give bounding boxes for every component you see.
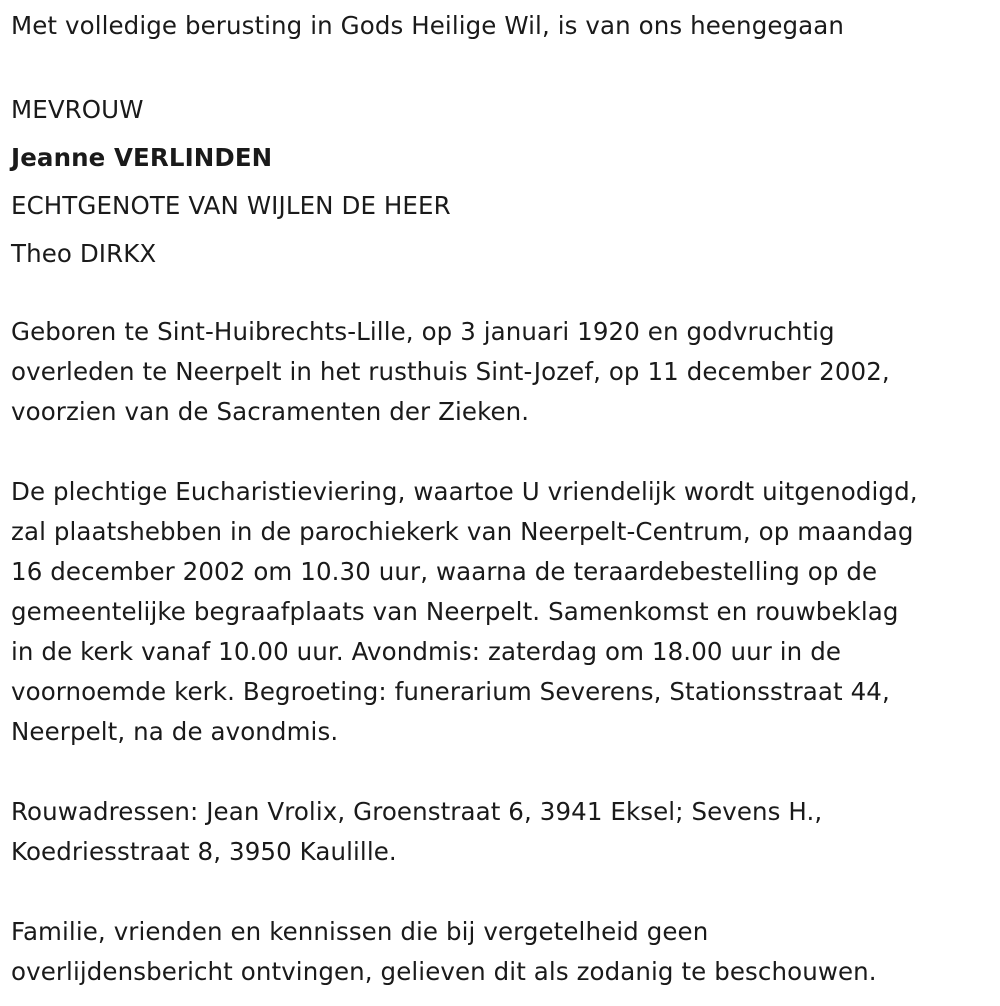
spacer [11,432,996,472]
paragraph-line: De plechtige Eucharistieviering, waartoe U vriendelijk wordt uitgenodigd, [11,477,918,506]
paragraph-line: 16 december 2002 om 10.30 uur, waarna de teraardebestelling op de [11,557,878,586]
spouse-name: Theo DIRKX [11,239,157,268]
spacer [11,752,996,792]
spacer [11,278,996,312]
paragraph-line: gemeentelijke begraafplaats van Neerpelt. Samenkomst en rouwbeklag [11,597,899,626]
paragraph-line: Rouwadressen: Jean Vrolix, Groenstraat 6, 3941 Eksel; Sevens H., [11,797,823,826]
spacer [11,872,996,912]
addresses-paragraph [11,792,996,872]
name-block [11,86,996,278]
paragraph-line: voorzien van de Sacramenten der Zieken. [11,397,530,426]
closing-paragraph [11,912,996,992]
ceremony-paragraph [11,472,996,752]
obituary-notice [11,6,996,992]
deceased-name: Jeanne VERLINDEN [11,143,273,172]
birth-death-paragraph [11,312,996,432]
paragraph-line: in de kerk vanaf 10.00 uur. Avondmis: zaterdag om 18.00 uur in de [11,637,842,666]
spacer [11,46,996,86]
intro-text: Met volledige berusting in Gods Heilige Wil, is van ons heengegaan [11,11,845,40]
paragraph-line: voornoemde kerk. Begroeting: funerarium Severens, Stationsstraat 44, [11,677,890,706]
paragraph-line: overleden te Neerpelt in het rusthuis Sint-Jozef, op 11 december 2002, [11,357,890,386]
honorific: MEVROUW [11,95,144,124]
paragraph-line: Neerpelt, na de avondmis. [11,717,339,746]
paragraph-line: Familie, vrienden en kennissen die bij vergetelheid geen [11,917,709,946]
paragraph-line: Geboren te Sint-Huibrechts-Lille, op 3 januari 1920 en godvruchtig [11,317,835,346]
relation-text: ECHTGENOTE VAN WIJLEN DE HEER [11,191,451,220]
paragraph-line: zal plaatshebben in de parochiekerk van Neerpelt-Centrum, op maandag [11,517,914,546]
paragraph-line: overlijdensbericht ontvingen, gelieven dit als zodanig te beschouwen. [11,957,877,986]
paragraph-line: Koedriesstraat 8, 3950 Kaulille. [11,837,397,866]
